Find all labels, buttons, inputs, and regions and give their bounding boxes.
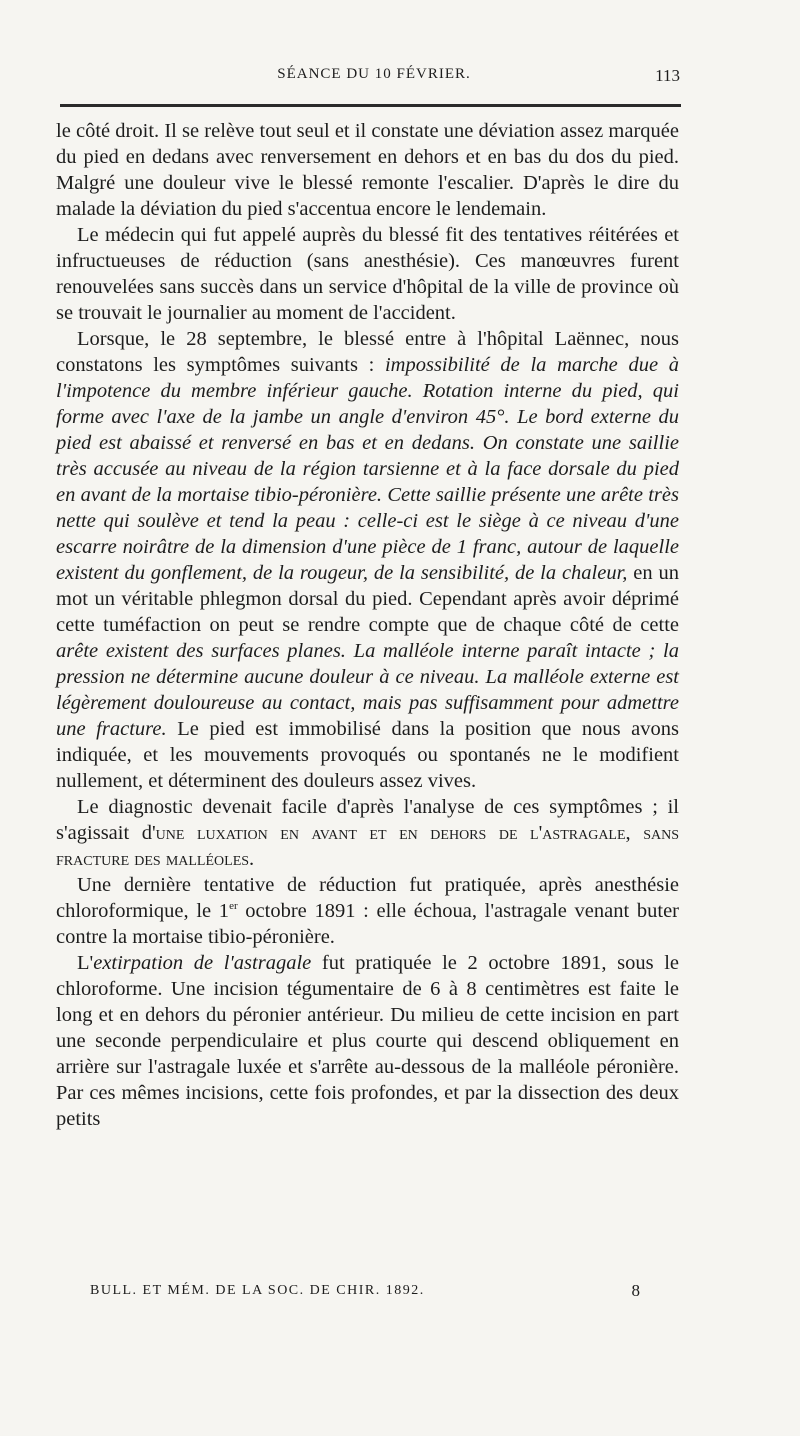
paragraph-3-italic: impossibilité de la marche due à l'impotence du membre inférieur gauche. Rotation interne du pied, qui forme avec l'axe de la jambe un angle d'environ 45°. Le bord externe du pied est abaissé et renversé en bas et en dedans. On constate une saillie très accusée au niveau de la région tarsienne et à la face dorsale du pied en avant de la mortaise tibio-péronière. Cette saillie présente une arête très nette qui soulève et tend la peau : celle-ci est le siège à ce niveau d'une escarre noirâtre de la dimension d'une pièce de 1 franc, autour de laquelle existent du gonflement, de la rougeur, de la sensibilité, de la chaleur, [56, 354, 679, 584]
journal-footer: BULL. ET MÉM. DE LA SOC. DE CHIR. 1892. [90, 1283, 425, 1298]
running-title: SÉANCE DU 10 FÉVRIER. [277, 66, 471, 82]
paragraph-6-text: fut pratiquée le 2 octobre 1891, sous le chloroforme. Une incision tégumentaire de 6 à 8 centimètres est faite le long et en dehors du péronier antérieur. Du milieu de cette incision en part une seconde perpendiculaire et plus courte qui descend obliquement en arrière sur l'astragale luxée et s'arrête au-dessous de la malléole péronière. Par ces mêmes incisions, cette fois profondes, et par la dissection des deux petits [56, 952, 679, 1130]
paragraph-4-text: Le diagnostic devenait facile d'après l'analyse de ces symptômes ; il s'agissait d' [56, 796, 679, 844]
page-footer [90, 1283, 650, 1307]
header-rule [60, 104, 681, 107]
paragraph-6-prefix: L' [77, 952, 94, 974]
signature-mark: 8 [631, 1281, 640, 1300]
paragraph-5 [56, 872, 679, 950]
paragraph-4-smallcaps: une luxation en avant et en dehors de l'astragale, sans fracture des malléoles. [56, 822, 679, 870]
paragraph-3-italic-2: arête existent des surfaces planes. La malléole interne paraît intacte ; la pression ne détermine aucune douleur à ce niveau. La malléole externe est légèrement douloureuse au contact, mais pas suffisamment pour admettre une fracture. [56, 640, 679, 740]
body-text [56, 118, 679, 1132]
page-number: 113 [655, 66, 680, 85]
paragraph-6 [56, 950, 679, 1132]
paragraph-3 [56, 326, 679, 794]
paragraph-4 [56, 794, 679, 872]
paragraph-5-text: Une dernière tentative de réduction fut pratiquée, après anesthésie chloroformique, le 1 [56, 874, 679, 922]
page-header [68, 66, 680, 92]
paragraph-3-text: Lorsque, le 28 septembre, le blessé entre à l'hôpital Laënnec, nous constatons les symptômes suivants : [56, 328, 679, 376]
paragraph-5-text-2: octobre 1891 : elle échoua, l'astragale venant buter contre la mortaise tibio-péronière. [56, 900, 680, 948]
paragraph-3-text-3: Le pied est immobilisé dans la position que nous avons indiquée, et les mouvements provoqués ou spontanés ne le modifient nullement, et déterminent des douleurs assez vives. [56, 718, 680, 792]
paragraph-1: le côté droit. Il se relève tout seul et il constate une déviation assez marquée du pied en dedans avec renversement en dehors et en bas du dos du pied. Malgré une douleur vive le blessé remonte l'escalier. D'après le dire du malade la déviation du pied s'accentua encore le lendemain. [56, 120, 679, 220]
paragraph-3-text-2: en un mot un véritable phlegmon dorsal du pied. Cependant après avoir déprimé cette tuméfaction on peut se rendre compte que de chaque côté de cette [56, 562, 679, 636]
paragraph-2: Le médecin qui fut appelé auprès du blessé fit des tentatives réitérées et infructueuses de réduction (sans anesthésie). Ces manœuvres furent renouvelées sans succès dans un service d'hôpital de la ville de province où se trouvait le journalier au moment de l'accident. [56, 224, 679, 324]
paragraph-6-italic: extirpation de l'astragale [93, 952, 312, 974]
ordinal-superscript: er [229, 900, 238, 913]
